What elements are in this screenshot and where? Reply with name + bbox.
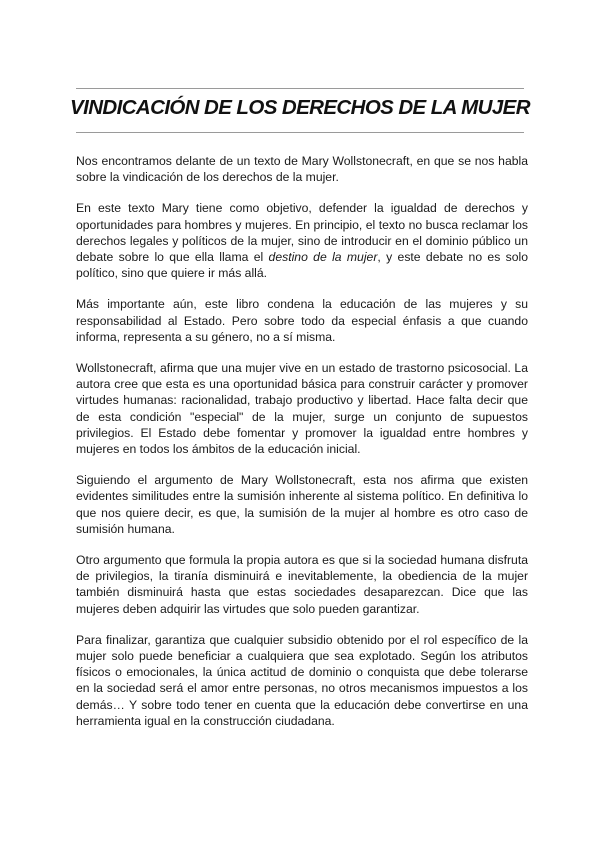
paragraph-intro: Nos encontramos delante de un texto de Mary Wollstonecraft, en que se nos habla sobre la vindicación de los derechos de la mujer. bbox=[76, 154, 528, 185]
paragraph-objective-emphasis: destino de la mujer bbox=[268, 250, 378, 265]
title-bottom-rule bbox=[76, 132, 524, 133]
paragraph-objective-end: , y este debate no es solo político, sino que quiere ir más allá. bbox=[76, 250, 528, 281]
document-body bbox=[76, 153, 528, 744]
document-title: VINDICACIÓN DE LOS DERECHOS DE LA MUJER bbox=[70, 96, 530, 119]
paragraph-objective-start: En este texto Mary tiene como objetivo, defender la igualdad de derechos y oportunidades para hombres y mujeres. En principio, el texto no busca reclamar los derechos legales y políticos de la mujer, sino de introducir en el dominio público un debate sobre lo que ella llama el bbox=[76, 201, 528, 265]
paragraph-conclusion: Para finalizar, garantiza que cualquier subsidio obtenido por el rol específico de la mujer solo puede beneficiar a cualquiera que sea explotado. Según los atributos físicos o emocionales, la única actitud de dominio o conquista que debe tolerarse en la sociedad será el amor entre personas, no otros mecanismos impuestos a los demás… Y sobre todo tener en cuenta que la educación debe convertirse en una herramienta igual en la construcción ciudadana. bbox=[76, 632, 528, 728]
paragraph-psychosocial: Wollstonecraft, afirma que una mujer vive en un estado de trastorno psicosocial. La autora cree que esta es una oportunidad básica para construir carácter y promover virtudes humanas: racionalidad, trabajo productivo y libertad. Hace falta decir que de esta condición "especial" de la mujer, surge un conjunto de supuestos privilegios. El Estado debe fomentar y promover la igualdad entre hombres y mujeres en todos los ámbitos de la educación inicial. bbox=[76, 361, 528, 457]
paragraph-tyranny: Otro argumento que formula la propia autora es que si la sociedad humana disfruta de privilegios, la tiranía disminuirá e inevitablemente, la obediencia de la mujer también disminuirá hasta que estas sociedades desaparezcan. Dice que las mujeres deben adquirir las virtudes que solo pueden garantizar. bbox=[76, 553, 528, 616]
paragraph-objective bbox=[76, 200, 528, 281]
paragraph-submission: Siguiendo el argumento de Mary Wollstonecraft, esta nos afirma que existen evidentes similitudes entre la sumisión inherente al sistema político. En definitiva lo que nos quiere decir, es que, la sumisión de la mujer al hombre es otro caso de sumisión humana. bbox=[76, 473, 528, 536]
title-top-rule bbox=[76, 88, 524, 89]
paragraph-education: Más importante aún, este libro condena la educación de las mujeres y su responsabilidad al Estado. Pero sobre todo da especial énfasis a que cuando informa, representa a su género, no a sí misma. bbox=[76, 297, 528, 344]
